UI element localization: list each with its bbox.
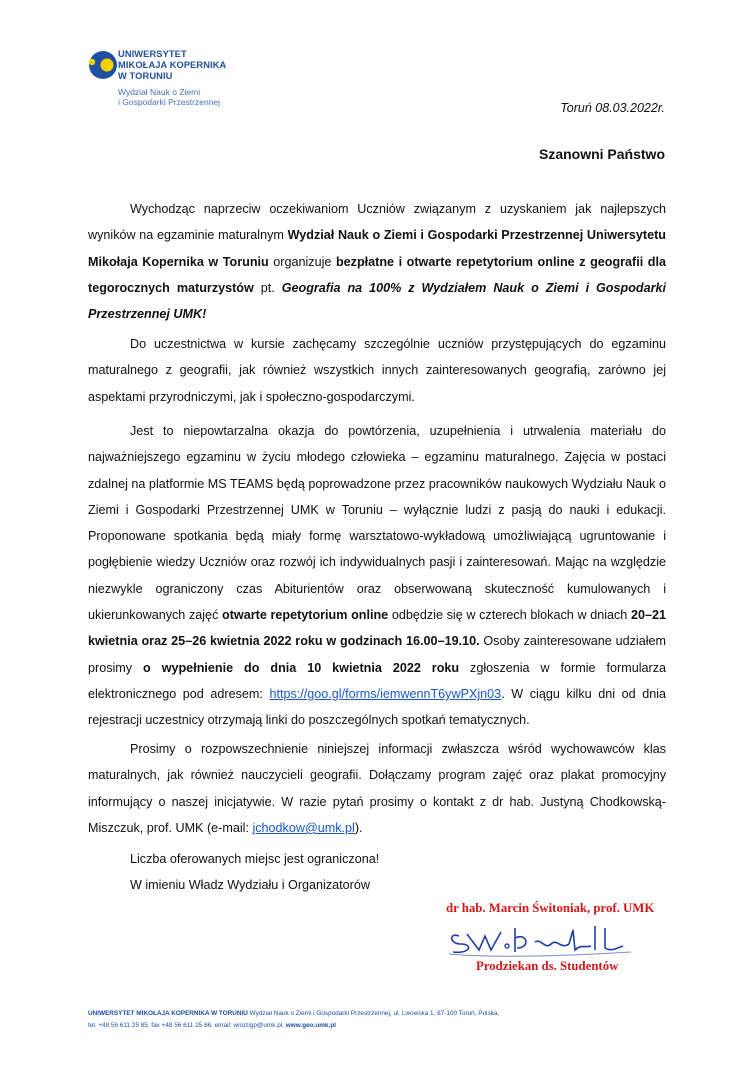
salutation: Szanowni Państwo [538,146,665,162]
footer-address: Wydział Nauk o Ziemi i Gospodarki Przestrzennej, ul. Lwowska 1, 87-100 Toruń, Polska, [247,1010,500,1017]
logo-sub-2: i Gospodarki Przestrzennej [118,97,221,107]
logo-line-1: UNIWERSYTET [118,49,187,59]
handwritten-signature [445,918,635,962]
paragraph-4 [88,736,666,841]
p3-text-5: . W ciągu kilku dni od dnia rejestracji uczestnicy otrzymają linki do poszczególnych spotkań tematycznych. [88,686,667,728]
logo-faculty-name [118,87,220,107]
signer-role: Prodziekan ds. Studentów [476,959,619,973]
logo-university-name [118,49,226,83]
footer-contact: tel. +48 56 611 25 85, fax +48 56 611 25 86, email: wnozigp@umk.pl, [88,1021,286,1029]
footer-university: UNIWERSYTET MIKOŁAJA KOPERNIKA W TORUNIU [88,1010,248,1017]
paragraph-3 [88,418,666,734]
p1-bold-italic: Geografia na 100% z Wydziałem Nauk o Ziemi i Gospodarki Przestrzennej UMK! [88,280,666,322]
p3-bold-3: o wypełnienie do dnia 10 kwietnia 2022 roku [143,660,460,675]
p3-bold-1: otwarte repetytorium online [222,608,389,623]
p3-text-1: Jest to niepowtarzalna okazja do powtórzenia, uzupełnienia i utrwalenia materiału do najważniejszego egzaminu w życiu młodego człowieka – egzaminu maturalnego. Zajęcia w postaci zdalnej na platformie MS TEAMS będą poprowadzone przez pracowników naukowych Wydziału Nauk o Ziemi i Gospodarki Przestrzennej UMK w Toruniu – wyłącznie ludzi z pasją do nauki i edukacji. Proponowane spotkania będą miały formę warsztatowo-wykładową umożliwiającą ugruntowanie i pogłębienie wiedzy Uczniów oraz rozwój ich indywidualnych pasji i zainteresowań. Mając na względzie niezwykle ograniczony czas Abiturientów oraz obserwowaną skuteczność kumulowanych i ukierunkowanych zajęć [88,424,666,623]
p4-text-2: ). [354,820,363,835]
letter-body [88,196,666,334]
paragraph-2: Do uczestnictwa w kursie zachęcamy szczególnie uczniów przystępujących do egzaminu maturalnego z geografii, jak również wszystkich innych zainteresowanych geografią, zarówno jej aspektami przyrodniczymi, jak i społeczno-gospodarczymi. [88,337,666,404]
university-logo [88,45,288,115]
p3-text-4: zgłoszenia w formie formularza elektronicznego pod adresem: [88,660,666,701]
registration-form-link[interactable]: https://goo.gl/forms/iemwennT6ywPXjn03 [269,686,502,701]
footer-line-1 [88,1008,688,1020]
signer-name: dr hab. Marcin Świtoniak, prof. UMK [446,901,655,915]
letter-body-2 [88,331,666,417]
contact-email-link[interactable]: jchodkow@umk.pl [252,820,355,835]
p4-text-1: Prosimy o rozpowszechnienie niniejszej informacji zwłaszcza wśród wychowawców klas maturalnych, jak również nauczycieli geografii. Dołączamy program zajęć oraz plakat promocyjny informujący o naszej inicjatywie. W razie pytań prosimy o kontakt z dr hab. Justyną Chodkowską-Miszczuk, prof. UMK (e-mail: [88,742,666,835]
closing-on-behalf: W imieniu Władz Wydziału i Organizatorów [130,878,370,892]
letter-date: Toruń 08.03.2022r. [560,101,665,115]
footer-line-2 [88,1020,688,1032]
p3-text-3: Osoby zainteresowane udziałem prosimy [88,634,666,675]
logo-line-2: MIKOŁAJA KOPERNIKA [118,60,227,71]
letter-footer [88,1008,688,1031]
p1-text-2: organizuje [268,254,336,269]
p1-text-3: pt. [253,280,282,295]
p3-text-2: odbędzie się w czterech blokach w dniach [388,608,631,623]
p1-text-1: Wychodząc naprzeciw oczekiwaniom Uczniów związanym z uzyskaniem jak najlepszych wyników na egzaminie maturalnym [88,202,666,243]
letter-body-4 [88,736,666,848]
footer-website: www.geo.umk.pl [285,1021,336,1029]
logo-line-3: W TORUNIU [118,71,173,82]
p1-bold-1: Wydział Nauk o Ziemi i Gospodarki Przestrzennej Uniwersytetu Mikołaja Kopernika w Toruniu [88,228,666,269]
logo-sub-1: Wydział Nauk o Ziemi [118,87,201,97]
closing-limited-places: Liczba oferowanych miejsc jest ograniczona! [130,852,380,866]
paragraph-1 [88,196,666,327]
p1-bold-2: bezpłatne i otwarte repetytorium online z geografii dla tegorocznych maturzystów [88,254,667,295]
p3-bold-2: 20–21 kwietnia oraz 25–26 kwietnia 2022 roku w godzinach 16.00–19.10. [88,608,666,649]
letter-body-3 [88,418,666,741]
